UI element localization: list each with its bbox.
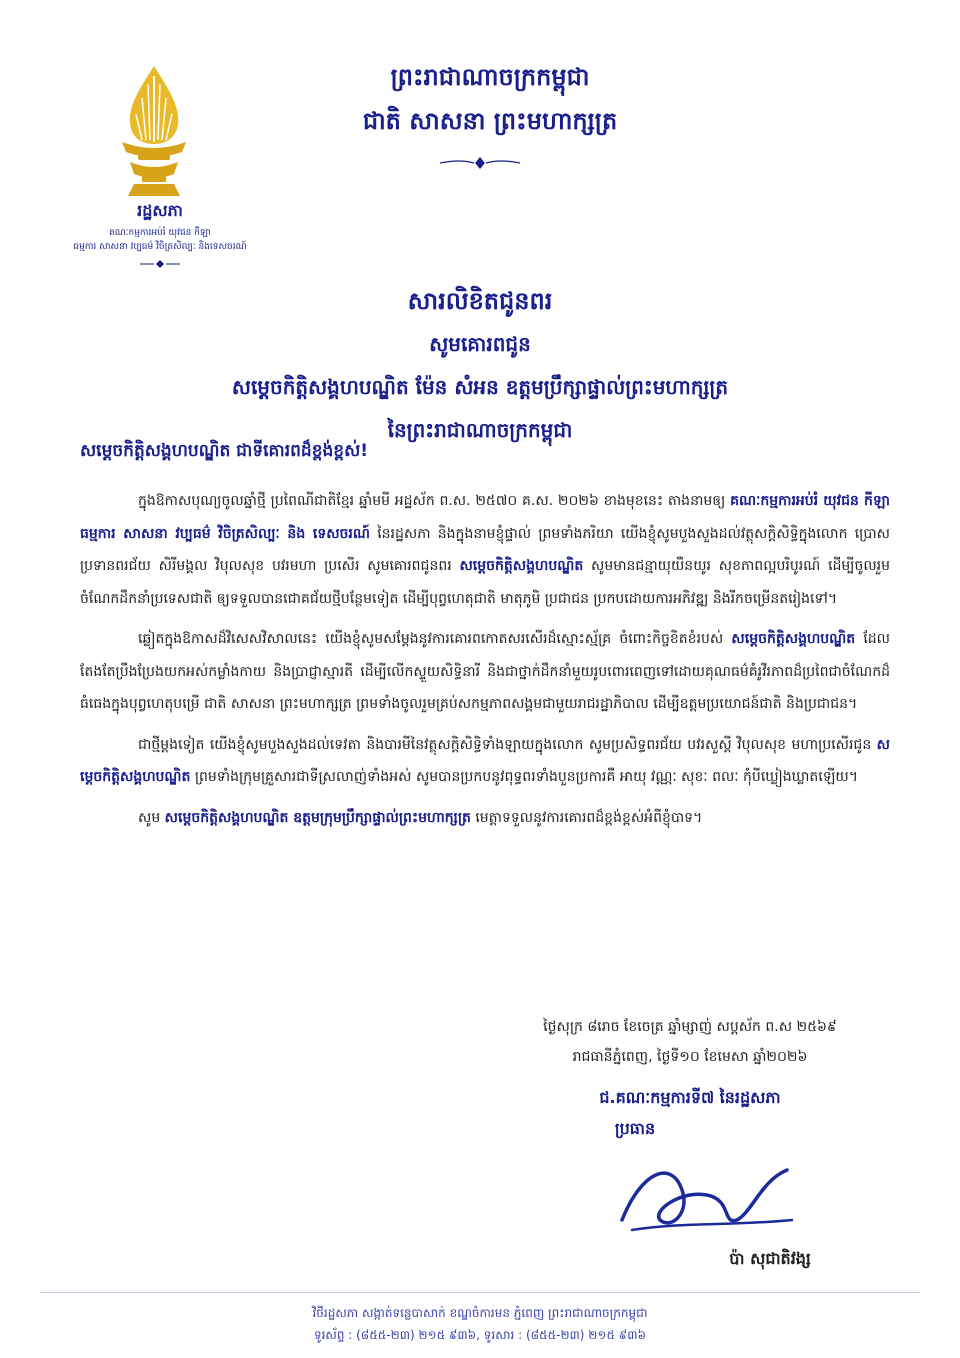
organization-line-2: ធម្មការ សាសនា វប្បធម៌ វិចិត្រសិល្បៈ និងទេសចរណ៍	[73, 242, 247, 252]
paragraph-emphasis: គណៈកម្មការអប់រំ យុវជន កីឡា ធម្មការ សាសនា វប្បធម៌ វិចិត្រសិល្បៈ និង ទេសចរណ៍	[80, 493, 890, 542]
national-motto: ជាតិ សាសនា ព្រះមហាក្សត្រ	[362, 107, 618, 135]
paragraph-emphasis: សម្តេចកិត្តិសង្គហបណ្ឌិត ឧត្តមក្រុមប្រឹក្សាផ្ទាល់ព្រះមហាក្សត្រ	[164, 809, 471, 826]
signer-name: ប៉ា សុជាតិវង្ស	[729, 1249, 811, 1268]
handwritten-signature	[612, 1150, 802, 1240]
committee-name: ជ.គណៈកម្មការទី៧ នៃរដ្ឋសភា	[599, 1088, 781, 1107]
paragraph-1	[80, 485, 890, 615]
paragraph-3	[80, 729, 890, 794]
letter-titles	[80, 280, 880, 452]
organization-line-1: គណៈកម្មការអប់រំ យុវជន កីឡា	[109, 228, 211, 238]
paragraph-text: ដែលតែងតែប្រឹងប្រែងយកអស់កម្លាំងកាយ និងប្រាជ្ញាស្មារតី ដើម្បីលើកស្ទួយសិទ្ធិនារី និងជាថ្នាក់ដឹកនាំមួយរូបពោរពេញទៅដោយគុណធម៌គំរូវីរភាពដ៏ប្រពៃជាចំណែកដ៏ធំធេងក្នុងបុព្វហេតុបម្រើ ជាតិ សាសនា ព្រះមហាក្សត្រ ព្រមទាំងចូលរួមគ្រប់សកម្មភាពសង្គមជាមួយរាជរដ្ឋាភិបាល ដើម្បីឧត្តមប្រយោជន៍ជាតិ និងប្រជាជន។	[80, 631, 891, 712]
national-assembly-emblem	[108, 62, 200, 200]
paragraph-text: ជាថ្មីម្តងទៀត យើងខ្ញុំសូមបួងសួងដល់ទេវតា និងបារមីនៃវត្ថុសក្តិសិទ្ធិទាំងឡាយក្នុងលោក សូមប្រសិទ្ធពរជ័យ បវរសួស្តី វិបុលសុខ មហាប្រសើរជូន	[138, 736, 872, 753]
ornament-divider-icon	[140, 260, 180, 268]
recipient-line: សម្តេចកិត្តិសង្គហបណ្ឌិត ម៉ែន សំអន ឧត្តមប្រឹក្សាផ្ទាល់ព្រះមហាក្សត្រ	[231, 375, 729, 399]
paragraph-text: មេត្តាទទួលនូវការគោរពដ៏ខ្ពង់ខ្ពស់អំពីខ្ញុំបាទ។	[475, 809, 703, 826]
kingdom-name: ព្រះរាជាណាចក្រកម្ពុជា	[390, 63, 590, 91]
closing-block	[500, 1012, 880, 1144]
signer-position: ប្រធាន	[614, 1119, 656, 1138]
ornament-divider-icon	[440, 156, 520, 170]
salutation: សម្តេចកិត្តិសង្គហបណ្ឌិត ជាទីគោរពដ៏ខ្ពង់ខ្ពស់!	[80, 441, 369, 461]
footer-contact: ទូរស័ព្ទ : (៨៥៥-២៣) ២១៥ ៩៣៦, ទូរសារ : (៨៥៥-២៣) ២១៥ ៩៣៦	[313, 1328, 646, 1342]
paragraph-text: ព្រមទាំងក្រុមគ្រួសារជាទីស្រលាញ់ទាំងអស់ សូមបានប្រកបនូវពុទ្ធពរទាំងបួនប្រការគឺ អាយុ វណ្ណៈ សុខៈ ពលៈ កុំបីឃ្លៀងឃ្លាតឡើយ។	[194, 769, 858, 785]
paragraph-4	[80, 802, 890, 835]
letter-body	[80, 485, 890, 842]
letter-title: សារលិខិតជូនពរ	[407, 287, 553, 315]
kingdom-header	[300, 55, 680, 143]
footer-divider	[40, 1292, 920, 1293]
paragraph-emphasis: សម្តេចកិត្តិសង្គហបណ្ឌិត	[80, 736, 891, 785]
organization-block	[60, 200, 260, 268]
recipient-country: នៃព្រះរាជាណាចក្រកម្ពុជា	[387, 418, 573, 442]
footer-address: វិថីរដ្ឋសភា សង្កាត់ទន្លេបាសាក់ ខណ្ឌចំការមន ភ្នំពេញ ព្រះរាជាណាចក្រកម្ពុជា	[312, 1306, 648, 1320]
paragraph-text: សូម	[138, 809, 161, 826]
paragraph-2	[80, 623, 890, 721]
footer	[80, 1302, 880, 1346]
paragraph-text: ក្នុងឱកាសបុណ្យចូលឆ្នាំថ្មី ប្រពៃណីជាតិខ្មែរ ឆ្នាំមមី អដ្ឋស័ក ព.ស. ២៥៧០ គ.ស. ២០២៦ ខាងមុខនេះ តាងនាមឲ្យ	[138, 493, 726, 509]
paragraph-emphasis: សម្តេចកិត្តិសង្គហបណ្ឌិត	[731, 631, 856, 647]
solar-date: រាជធានីភ្នំពេញ, ថ្ងៃទី១០ ខែមេសា ឆ្នាំ២០២៦	[572, 1049, 808, 1065]
letter-subtitle: សូមគោរពជូន	[429, 332, 531, 356]
paragraph-text: សូមមានជន្មាយុយឺនយូរ សុខភាពល្អបរិបូរណ៍ ដើម្បីចូលរួមចំណែកដឹកនាំប្រទេសជាតិ ឲ្យទទួលបានជោគជ័យថ្មីបន្ថែមទៀត ដើម្បីបុព្វហេតុជាតិ មាតុភូមិ ប្រជាជន ប្រកបដោយការអភិវឌ្ឍ និងរីកចម្រើនតរៀងទៅ។	[80, 558, 890, 607]
paragraph-text: នៃរដ្ឋសភា និងក្នុងនាមខ្ញុំផ្ទាល់ ព្រមទាំងភរិយា យើងខ្ញុំសូមបួងសួងដល់វត្ថុសក្តិសិទ្ធិក្នុងលោក ប្រោសប្រទានពរជ័យ សិរីមង្គល វិបុលសុខ បវរមហា ប្រសើរ សូមគោរពជូនពរ	[80, 525, 890, 574]
paragraph-emphasis: សម្តេចកិត្តិសង្គហបណ្ឌិត	[459, 558, 584, 574]
organization-name: រដ្ឋសភា	[137, 201, 183, 220]
paragraph-text: ឆ្លៀតក្នុងឱកាសដ៏វិសេសវិសាលនេះ យើងខ្ញុំសូមសម្តែងនូវការគោរពកោតសរសើរដ៏ស្មោះស្ម័គ្រ ចំពោះកិច្ចខិតខំរបស់	[138, 631, 724, 647]
lunar-date: ថ្ងៃសុក្រ ៨រោច ខែចេត្រ ឆ្នាំម្សាញ់ សប្តស័ក ព.ស ២៥៦៩	[543, 1019, 837, 1035]
